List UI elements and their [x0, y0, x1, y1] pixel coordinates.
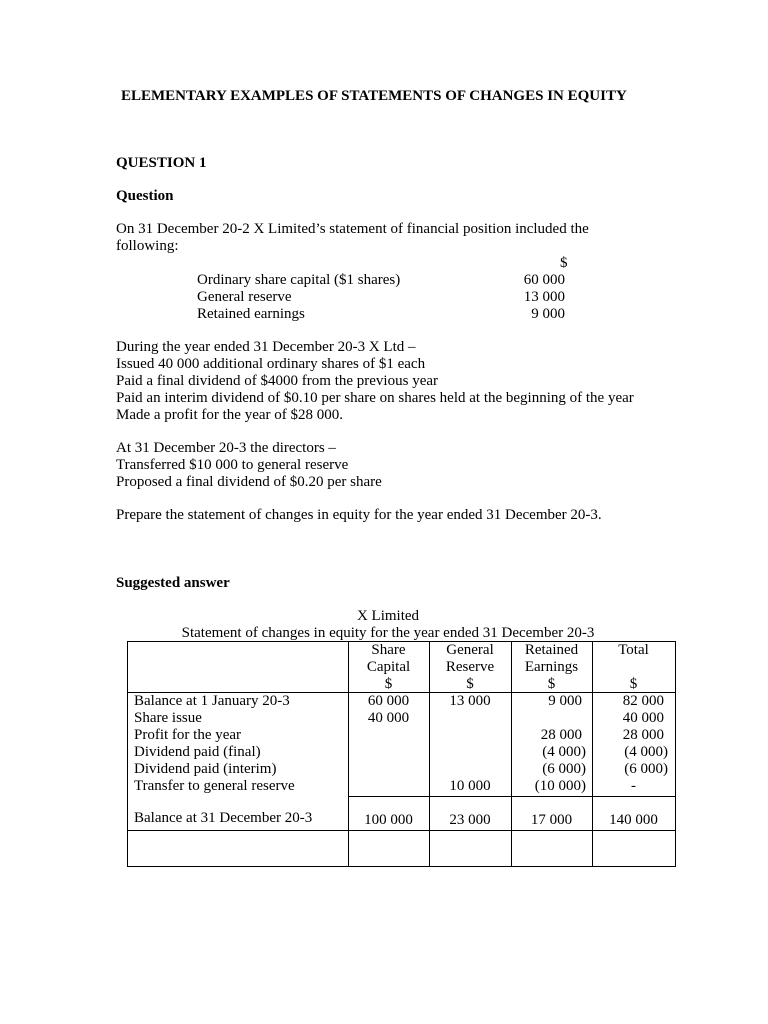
directors-line: Transferred $10 000 to general reserve: [116, 457, 349, 473]
row-label: Balance at 1 January 20-3: [134, 693, 290, 709]
opening-item-value: 9 000: [531, 306, 565, 322]
closing-share-capital: 100 000: [364, 812, 413, 828]
general-reserve-value: 13 000: [449, 693, 491, 709]
intro-line-1: On 31 December 20-2 X Limited’s statement of financial position included the: [116, 221, 589, 237]
retained-earnings-value: 28 000: [540, 727, 582, 743]
column-header-line1: General: [446, 642, 494, 658]
column-header-line2: Earnings: [524, 659, 579, 675]
row-label: Transfer to general reserve: [134, 778, 295, 794]
document-title: ELEMENTARY EXAMPLES OF STATEMENTS OF CHANGES IN EQUITY: [121, 88, 627, 104]
closing-general-reserve: 23 000: [449, 812, 491, 828]
total-value: 82 000: [622, 693, 664, 709]
during-line: Paid an interim dividend of $0.10 per share on shares held at the beginning of the year: [116, 390, 634, 406]
row-label: Dividend paid (final): [134, 744, 261, 760]
closing-retained-earnings: 17 000: [530, 812, 573, 828]
opening-item-label: General reserve: [197, 289, 292, 305]
during-line: Paid a final dividend of $4000 from the previous year: [116, 373, 439, 389]
column-header-line1: Share: [371, 642, 406, 658]
total-rule: [348, 796, 675, 797]
question-label: Question: [116, 188, 174, 204]
retained-earnings-value: (4 000): [542, 744, 586, 760]
retained-earnings-value: (6 000): [542, 761, 586, 777]
general-reserve-value: 10 000: [449, 778, 491, 794]
column-header-line1: Total: [618, 642, 649, 658]
statement-title: Statement of changes in equity for the year ended 31 December 20-3: [181, 625, 595, 641]
total-value: (4 000): [624, 744, 668, 760]
column-header-unit: $: [547, 676, 556, 692]
column-header-line2: Reserve: [445, 659, 495, 675]
opening-currency: $: [560, 255, 568, 271]
closing-total: 140 000: [609, 812, 658, 828]
row-label: Profit for the year: [134, 727, 242, 743]
share-capital-value: 40 000: [367, 710, 410, 726]
share-capital-value: 60 000: [367, 693, 410, 709]
total-value: (6 000): [624, 761, 668, 777]
column-header-unit: $: [629, 676, 638, 692]
question-heading: QUESTION 1: [116, 155, 207, 171]
opening-item-value: 13 000: [523, 289, 565, 305]
instruction-text: Prepare the statement of changes in equity for the year ended 31 December 20-3.: [116, 507, 602, 523]
during-line: During the year ended 31 December 20-3 X Ltd –: [116, 339, 416, 355]
during-line: Issued 40 000 additional ordinary shares of $1 each: [116, 356, 426, 372]
opening-item-value: 60 000: [523, 272, 565, 288]
directors-line: At 31 December 20-3 the directors –: [116, 440, 336, 456]
statement-company: X Limited: [356, 608, 420, 624]
column-header-unit: $: [466, 676, 474, 692]
column-header-line2: Capital: [366, 659, 411, 675]
total-value: 28 000: [622, 727, 664, 743]
closing-rule: [128, 830, 675, 831]
opening-item-label: Ordinary share capital ($1 shares): [197, 272, 401, 288]
closing-row-label: Balance at 31 December 20-3: [134, 810, 313, 826]
answer-label: Suggested answer: [116, 575, 230, 591]
retained-earnings-value: 9 000: [548, 693, 582, 709]
row-label: Share issue: [134, 710, 202, 726]
total-value: 40 000: [622, 710, 664, 726]
retained-earnings-value: (10 000): [534, 778, 586, 794]
column-header-line1: Retained: [524, 642, 579, 658]
intro-line-2: following:: [116, 238, 179, 254]
row-label: Dividend paid (interim): [134, 761, 277, 777]
directors-line: Proposed a final dividend of $0.20 per share: [116, 474, 382, 490]
statement-table: [127, 641, 676, 867]
total-value: -: [631, 778, 636, 794]
column-header-unit: $: [384, 676, 393, 692]
during-line: Made a profit for the year of $28 000.: [116, 407, 344, 423]
opening-item-label: Retained earnings: [197, 306, 305, 322]
